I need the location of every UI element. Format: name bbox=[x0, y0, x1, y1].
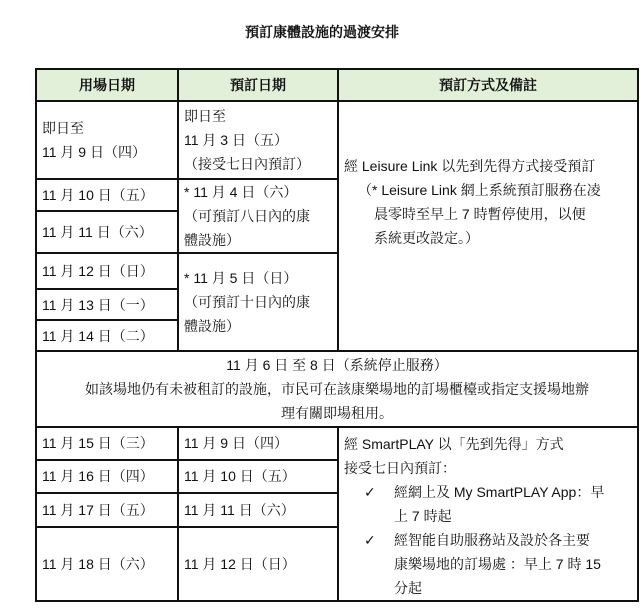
use-date-cell: 11 月 14 日（二） bbox=[36, 320, 178, 351]
text: 體設施） bbox=[184, 232, 240, 248]
method-text: 經 Leisure Link 以先到先得方式接受預訂 bbox=[344, 158, 596, 174]
check-icon: ✓ bbox=[364, 484, 376, 500]
banner-line: 理有關即場租用。 bbox=[281, 405, 393, 421]
text: 11 月 3 日（五） bbox=[184, 132, 288, 148]
booking-date-cell bbox=[178, 101, 338, 179]
text: * 11 月 5 日（日） bbox=[184, 270, 298, 286]
banner-line: 如該場地仍有未被租訂的設施，市民可在該康樂場地的訂場櫃檯或指定支援場地辦 bbox=[85, 381, 589, 397]
use-date-cell: 11 月 18 日（六） bbox=[36, 527, 178, 601]
method-text: 經 SmartPLAY 以「先到先得」方式 bbox=[344, 436, 564, 452]
banner-line: 11 月 6 日 至 8 日（系統停止服務） bbox=[226, 357, 448, 373]
note-line: 系統更改設定。） bbox=[374, 230, 479, 246]
use-date-cell: 11 月 10 日（五） bbox=[36, 179, 178, 211]
check-icon: ✓ bbox=[364, 532, 376, 548]
booking-date-cell: 11 月 11 日（六） bbox=[178, 493, 338, 527]
header-booking-date: 預訂日期 bbox=[178, 69, 338, 101]
text: 即日至 bbox=[42, 120, 84, 136]
text: 上 7 時起 bbox=[394, 508, 452, 524]
text: 康樂場地的訂場處 ：早上 7 時 15 bbox=[394, 556, 601, 572]
text: 經智能自助服務站及設於各主要 bbox=[394, 532, 590, 548]
method-text: 接受七日內預訂： bbox=[344, 460, 456, 476]
use-date-cell: 11 月 13 日（一） bbox=[36, 289, 178, 320]
text: * 11 月 4 日（六） bbox=[184, 184, 298, 200]
text: （可預訂十日內的康 bbox=[184, 294, 310, 310]
booking-date-cell bbox=[178, 179, 338, 253]
text: （可預訂八日內的康 bbox=[184, 208, 310, 224]
booking-arrangement-table bbox=[35, 68, 639, 602]
note-line: （* Leisure Link 網上系統預訂服務在凌 bbox=[358, 182, 601, 198]
banner-row bbox=[36, 351, 638, 427]
header-use-date: 用場日期 bbox=[36, 69, 178, 101]
text: 經網上及 My SmartPLAY App：早 bbox=[394, 484, 605, 500]
table-row bbox=[36, 101, 638, 179]
list-item bbox=[364, 528, 632, 600]
booking-date-cell bbox=[178, 253, 338, 351]
table-row bbox=[36, 427, 638, 460]
text: 分起 bbox=[394, 580, 422, 596]
page-title: 預訂康體設施的過渡安排 bbox=[245, 24, 399, 40]
text: 體設施） bbox=[184, 318, 240, 334]
method-list bbox=[344, 480, 632, 600]
service-suspension-banner bbox=[36, 351, 638, 427]
booking-date-cell: 11 月 10 日（五） bbox=[178, 460, 338, 493]
list-item bbox=[364, 480, 632, 528]
header-method: 預訂方式及備註 bbox=[338, 69, 638, 101]
text: 11 月 9 日（四） bbox=[42, 144, 146, 160]
use-date-cell: 11 月 11 日（六） bbox=[36, 211, 178, 253]
use-date-cell: 11 月 16 日（四） bbox=[36, 460, 178, 493]
use-date-cell: 11 月 12 日（日） bbox=[36, 253, 178, 289]
use-date-cell bbox=[36, 101, 178, 179]
use-date-cell: 11 月 15 日（三） bbox=[36, 427, 178, 460]
method-cell bbox=[338, 427, 638, 601]
booking-date-cell: 11 月 12 日（日） bbox=[178, 527, 338, 601]
method-cell bbox=[338, 101, 638, 351]
use-date-cell: 11 月 17 日（五） bbox=[36, 493, 178, 527]
text: （接受七日內預訂） bbox=[184, 156, 310, 172]
header-row bbox=[36, 69, 638, 101]
note-line: 晨零時至早上 7 時暫停使用，以便 bbox=[374, 206, 586, 222]
text: 即日至 bbox=[184, 108, 226, 124]
booking-date-cell: 11 月 9 日（四） bbox=[178, 427, 338, 460]
